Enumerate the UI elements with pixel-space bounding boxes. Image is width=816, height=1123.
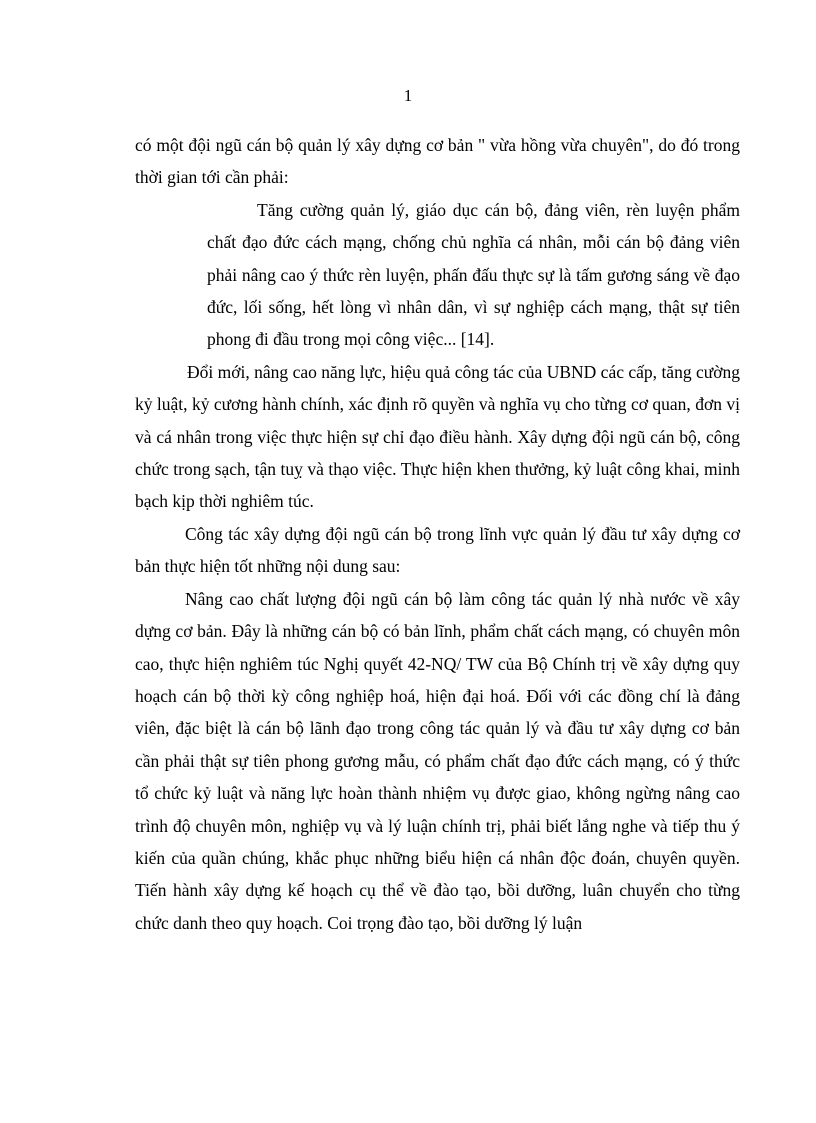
document-body	[135, 129, 740, 939]
paragraph: Công tác xây dựng đội ngũ cán bộ trong lĩnh vực quản lý đầu tư xây dựng cơ bản thực hiện tốt những nội dung sau:	[135, 523, 740, 577]
page-number: 1	[403, 86, 413, 105]
paragraph: Đổi mới, nâng cao năng lực, hiệu quả công tác của UBND các cấp, tăng cường kỷ luật, kỷ cương hành chính, xác định rõ quyền và nghĩa vụ cho từng cơ quan, đơn vị và cá nhân trong việc thực hiện sự chỉ đạo điều hành. Xây dựng đội ngũ cán bộ, công chức trong sạch, tận tuỵ và thạo việc. Thực hiện khen thưởng, kỷ luật công khai, minh bạch kịp thời nghiêm túc.	[135, 361, 740, 512]
paragraph: Nâng cao chất lượng đội ngũ cán bộ làm công tác quản lý nhà nước về xây dựng cơ bản. Đây là những cán bộ có bản lĩnh, phẩm chất cách mạng, có chuyên môn cao, thực hiện nghiêm túc Nghị quyết 42-NQ/ TW của Bộ Chính trị về xây dựng quy hoạch cán bộ thời kỳ công nghiệp hoá, hiện đại hoá. Đối với các đồng chí là đảng viên, đặc biệt là cán bộ lãnh đạo trong công tác quản lý và đầu tư xây dựng cơ bản cần phải thật sự tiên phong gương mẫu, có phẩm chất đạo đức cách mạng, có ý thức tổ chức kỷ luật và năng lực hoàn thành nhiệm vụ được giao, không ngừng nâng cao trình độ chuyên môn, nghiệp vụ và lý luận chính trị, phải biết lắng nghe và tiếp thu ý kiến của quần chúng, khắc phục những biểu hiện cá nhân độc đoán, chuyên quyền. Tiến hành xây dựng kế hoạch cụ thể về đào tạo, bồi dưỡng, luân chuyển cho từng chức danh theo quy hoạch. Coi trọng đào tạo, bồi dưỡng lý luận	[135, 588, 740, 933]
block-quote: Tăng cường quản lý, giáo dục cán bộ, đảng viên, rèn luyện phẩm chất đạo đức cách mạng, chống chủ nghĩa cá nhân, mỗi cán bộ đảng viên phải nâng cao ý thức rèn luyện, phấn đấu thực sự là tấm gương sáng về đạo đức, lối sống, hết lòng vì nhân dân, vì sự nghiệp cách mạng, thật sự tiên phong đi đầu trong mọi công việc... [14].	[207, 199, 740, 350]
paragraph-continuation: có một đội ngũ cán bộ quản lý xây dựng cơ bản " vừa hồng vừa chuyên", do đó trong thời gian tới cần phải:	[135, 135, 740, 188]
